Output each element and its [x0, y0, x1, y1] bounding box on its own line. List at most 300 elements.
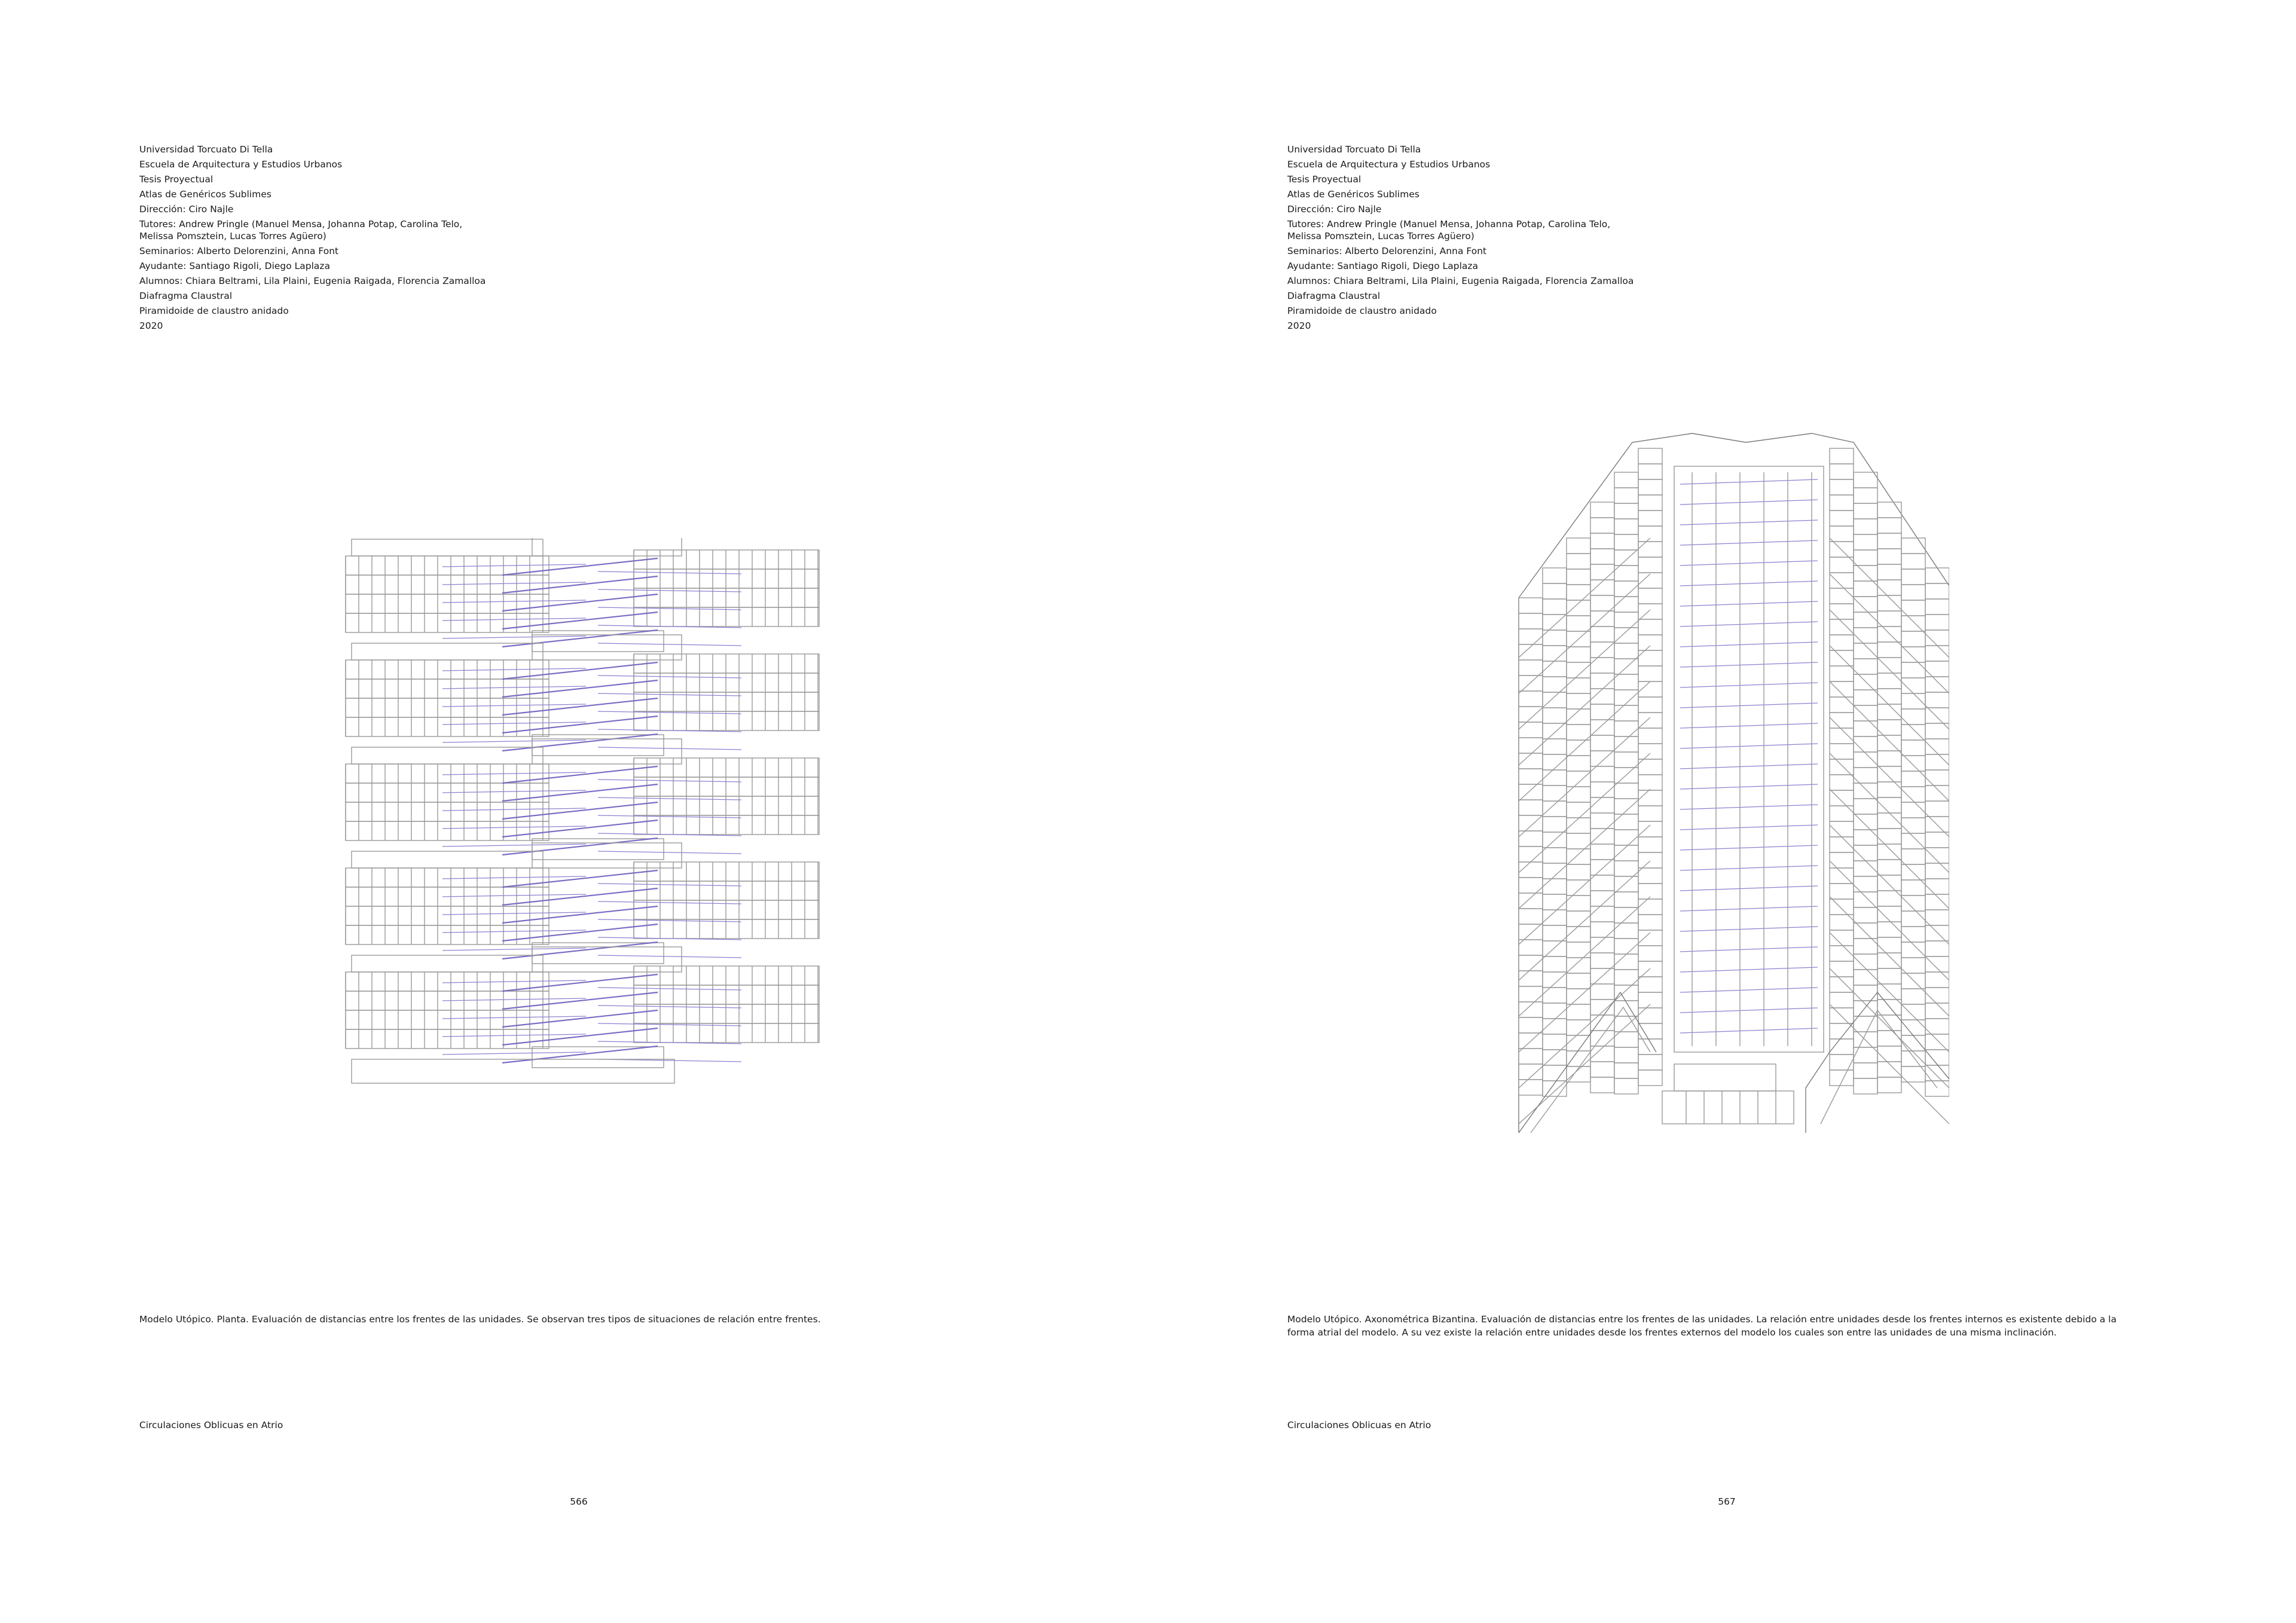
axo-unit: [1854, 659, 1877, 674]
axo-unit: [1567, 787, 1590, 802]
axo-floor-line: [1680, 1028, 1818, 1033]
axo-unit: [1830, 977, 1854, 992]
axo-unit: [1830, 728, 1854, 744]
axo-unit: [1519, 878, 1543, 893]
plan-oblique-link: [502, 974, 658, 991]
axo-unit: [1567, 585, 1590, 600]
axo-unit: [1877, 860, 1901, 875]
axo-unit: [1854, 628, 1877, 643]
axo-unit: [1854, 830, 1877, 845]
plan-row: [346, 1010, 549, 1029]
axo-unit: [1638, 557, 1662, 573]
plan-band: [346, 739, 819, 860]
axo-unit: [1638, 806, 1662, 821]
axo-unit: [1901, 554, 1925, 569]
axo-unit: [1638, 573, 1662, 588]
axo-unit: [1854, 550, 1877, 566]
credit-atlas: Atlas de Genéricos Sublimes: [1287, 189, 1419, 200]
axo-unit: [1925, 1050, 1949, 1065]
axo-unit: [1614, 659, 1638, 674]
axo-floor-line: [1680, 561, 1818, 566]
axo-unit: [1638, 930, 1662, 946]
axo-unit: [1614, 783, 1638, 799]
axo-unit: [1854, 1047, 1877, 1063]
axo-unit: [1543, 925, 1567, 941]
axo-floor-line: [1680, 906, 1818, 911]
plan-oblique-link: [598, 851, 741, 854]
axo-atrium: [1674, 466, 1824, 1052]
axo-unit: [1638, 542, 1662, 557]
plan-oblique-link: [598, 571, 741, 574]
axo-unit: [1543, 583, 1567, 599]
plan-strip: [532, 538, 682, 556]
axo-diagonal: [1830, 538, 1949, 658]
axo-unit: [1925, 1034, 1949, 1050]
axo-unit: [1877, 1031, 1901, 1046]
axo-unit: [1614, 814, 1638, 830]
axo-unit: [1543, 988, 1567, 1003]
axo-unit: [1830, 992, 1854, 1008]
plan-oblique-link: [598, 988, 741, 990]
axo-unit: [1519, 815, 1543, 831]
axo-unit: [1925, 832, 1949, 848]
axo-unit: [1519, 909, 1543, 924]
plan-oblique-link: [442, 740, 586, 742]
axo-unit: [1614, 488, 1638, 503]
axo-unit: [1519, 800, 1543, 815]
axo-unit: [1519, 955, 1543, 971]
axo-unit: [1543, 754, 1567, 770]
axo-unit: [1567, 647, 1590, 662]
axo-unit: [1925, 817, 1949, 832]
axo-unit: [1543, 770, 1567, 785]
axo-unit: [1901, 1020, 1925, 1035]
axo-unit: [1925, 646, 1949, 661]
axo-unit: [1543, 1003, 1567, 1019]
credit-school: Escuela de Arquitectura y Estudios Urbanos: [139, 159, 343, 170]
axo-unit: [1638, 619, 1662, 635]
axo-unit: [1925, 879, 1949, 894]
plan-strip: [532, 843, 682, 868]
axo-unit: [1877, 1077, 1901, 1093]
axo-unit: [1590, 829, 1614, 844]
axo-floor-line: [1680, 784, 1818, 789]
axo-unit: [1543, 941, 1567, 956]
axo-unit: [1854, 1016, 1877, 1032]
axo-unit: [1614, 799, 1638, 814]
axo-unit: [1877, 922, 1901, 937]
axo-floor-line: [1680, 967, 1818, 972]
axo-unit: [1543, 677, 1567, 692]
credit-year: 2020: [1287, 320, 1311, 331]
axo-unit: [1590, 875, 1614, 891]
axo-unit: [1830, 1008, 1854, 1023]
credit-tutors: Tutores: Andrew Pringle (Manuel Mensa, Johanna Potap, Carolina Telo, Melissa Pomsztein, Lucas Torres Agüero): [139, 219, 463, 242]
axo-floor-line: [1680, 744, 1818, 748]
axo-unit: [1638, 666, 1662, 681]
axo-unit: [1638, 790, 1662, 806]
axo-floor-line: [1680, 825, 1818, 830]
axo-unit: [1567, 740, 1590, 756]
axo-unit: [1638, 479, 1662, 495]
credit-tutors: Tutores: Andrew Pringle (Manuel Mensa, Johanna Potap, Carolina Telo, Melissa Pomsztein, Lucas Torres Agüero): [1287, 219, 1611, 242]
axo-unit: [1638, 915, 1662, 930]
credit-students: Alumnos: Chiara Beltrami, Lila Plaini, Eugenia Raigada, Florencia Zamalloa: [139, 276, 486, 286]
axo-unit: [1901, 927, 1925, 942]
axo-unit: [1854, 503, 1877, 519]
axo-unit: [1854, 721, 1877, 736]
axo-unit: [1877, 689, 1901, 704]
axo-unit: [1877, 502, 1901, 518]
axo-unit: [1638, 526, 1662, 542]
plan-bottom-strip: [352, 1059, 674, 1083]
axo-unit: [1830, 759, 1854, 775]
axo-unit: [1590, 735, 1614, 751]
axo-unit: [1901, 802, 1925, 818]
axo-unit: [1614, 581, 1638, 597]
axo-unit: [1590, 642, 1614, 658]
axo-unit: [1567, 958, 1590, 973]
axo-unit: [1901, 880, 1925, 895]
plan-row: [346, 698, 549, 717]
axo-unit: [1925, 785, 1949, 801]
plan-oblique-link: [502, 906, 658, 923]
axo-unit: [1567, 1051, 1590, 1066]
axo-unit: [1854, 674, 1877, 690]
axo-unit: [1901, 911, 1925, 927]
axo-unit: [1830, 775, 1854, 790]
axo-unit: [1590, 797, 1614, 813]
axo-unit: [1543, 723, 1567, 739]
axo-diagonal: [1519, 610, 1650, 729]
axo-floor-line: [1680, 1008, 1818, 1013]
axo-unit: [1877, 906, 1901, 922]
axo-unit: [1877, 937, 1901, 953]
credit-program: Tesis Proyectual: [1287, 174, 1361, 185]
axo-unit: [1830, 946, 1854, 961]
axo-unit: [1543, 801, 1567, 817]
plan-row: [346, 906, 549, 925]
axo-unit: [1590, 673, 1614, 689]
axo-unit: [1567, 989, 1590, 1004]
axo-unit: [1590, 502, 1614, 518]
axo-unit: [1590, 533, 1614, 549]
credit-atlas: Atlas de Genéricos Sublimes: [139, 189, 271, 200]
plan-oblique-link: [442, 1052, 586, 1055]
axo-unit: [1854, 845, 1877, 861]
credits-block: [139, 142, 558, 334]
axo-floor-line: [1680, 845, 1818, 850]
axo-unit: [1543, 1065, 1567, 1081]
axo-unit: [1567, 973, 1590, 989]
axo-unit: [1925, 583, 1949, 599]
section-title: Circulaciones Oblicuas en Atrio: [1287, 1420, 1431, 1431]
axo-unit: [1638, 775, 1662, 790]
plan-oblique-link: [598, 780, 741, 782]
axo-unit: [1638, 697, 1662, 713]
credit-university: Universidad Torcuato Di Tella: [1287, 144, 1421, 155]
axo-unit: [1638, 1008, 1662, 1023]
axo-unit: [1590, 626, 1614, 642]
axo-unit: [1901, 756, 1925, 771]
plan-oblique-link: [598, 884, 741, 886]
axo-unit: [1877, 797, 1901, 813]
axo-unit: [1519, 660, 1543, 676]
credit-project: Diafragma Claustral: [1287, 291, 1381, 301]
axo-unit: [1590, 984, 1614, 1000]
axo-unit: [1901, 585, 1925, 600]
plan-row: [346, 1029, 549, 1049]
axo-unit: [1567, 554, 1590, 569]
axo-unit: [1877, 564, 1901, 580]
credit-year: 2020: [139, 320, 163, 331]
axo-unit: [1877, 658, 1901, 673]
axo-diagonal: [1830, 825, 1949, 945]
axo-unit: [1830, 557, 1854, 573]
axo-unit: [1543, 894, 1567, 910]
axo-unit: [1614, 674, 1638, 690]
axo-unit: [1901, 678, 1925, 693]
axo-diagonal: [1830, 681, 1949, 801]
axo-unit: [1854, 799, 1877, 814]
axo-unit: [1854, 519, 1877, 534]
axo-unit: [1638, 744, 1662, 759]
axo-base-box: [1674, 1064, 1776, 1091]
axo-unit: [1830, 697, 1854, 713]
axo-unit: [1877, 953, 1901, 968]
axo-unit: [1590, 1031, 1614, 1046]
plan-strip: [532, 739, 682, 764]
axo-unit: [1567, 942, 1590, 958]
axo-unit: [1877, 549, 1901, 564]
plan-oblique-link: [502, 784, 658, 801]
axo-unit: [1590, 1062, 1614, 1077]
axo-unit: [1590, 953, 1614, 968]
axo-unit: [1543, 817, 1567, 832]
axo-unit: [1567, 756, 1590, 771]
axo-unit: [1854, 783, 1877, 799]
axo-unit: [1638, 899, 1662, 915]
axo-unit: [1519, 1049, 1543, 1064]
axo-unit: [1925, 941, 1949, 956]
axo-unit: [1854, 705, 1877, 721]
axo-unit: [1830, 852, 1854, 868]
axo-unit: [1638, 946, 1662, 961]
axo-unit: [1614, 503, 1638, 519]
axo-unit: [1519, 613, 1543, 629]
axo-unit: [1830, 448, 1854, 464]
axo-unit: [1638, 713, 1662, 728]
axo-unit: [1590, 580, 1614, 595]
axo-diagonal: [1519, 574, 1650, 693]
axo-unit: [1614, 876, 1638, 892]
axo-diagonal: [1519, 717, 1650, 837]
axo-unit: [1830, 666, 1854, 681]
plan-oblique-link: [598, 1005, 741, 1008]
caption-axonometric: Modelo Utópico. Axonométrica Bizantina. Evaluación de distancias entre los frentes de las unidades. La relación entre unidades desde los frentes internos es existente debido a la forma atrial del modelo. A su vez existe la relación entre unidades desde los frentes externos del modelo los cuales son entre las unidades de una misma inclinación.: [1287, 1314, 2117, 1338]
axo-unit: [1590, 906, 1614, 922]
axo-unit: [1830, 1039, 1854, 1055]
right-page: [1148, 0, 2296, 1623]
axo-unit: [1543, 972, 1567, 988]
axo-floor-line: [1680, 703, 1818, 708]
plan-oblique-link: [598, 901, 741, 904]
axo-unit: [1854, 581, 1877, 597]
axo-unit: [1590, 1077, 1614, 1093]
axo-unit: [1638, 961, 1662, 977]
axo-diagonal: [1519, 789, 1650, 909]
axo-floor-line: [1680, 886, 1818, 891]
axo-unit: [1519, 1017, 1543, 1033]
axo-diagonal: [1830, 610, 1949, 729]
axo-unit: [1590, 611, 1614, 626]
plan-oblique-link: [598, 747, 741, 750]
axo-unit: [1638, 448, 1662, 464]
axo-unit: [1614, 472, 1638, 488]
axo-diagonal: [1519, 897, 1650, 1016]
axo-unit: [1925, 754, 1949, 770]
plan-row: [346, 717, 549, 736]
axo-unit: [1519, 722, 1543, 738]
axo-floor-line: [1680, 947, 1818, 952]
axo-unit: [1543, 568, 1567, 583]
axo-unit: [1614, 861, 1638, 876]
plan-band: [346, 843, 819, 964]
plan-oblique-link: [502, 698, 658, 715]
axo-unit: [1543, 1019, 1567, 1034]
axo-unit: [1830, 1070, 1854, 1086]
axo-unit: [1830, 479, 1854, 495]
credit-type: Piramidoide de claustro anidado: [1287, 305, 1437, 316]
axo-unit: [1925, 925, 1949, 941]
axo-unit: [1614, 705, 1638, 721]
credit-university: Universidad Torcuato Di Tella: [139, 144, 273, 155]
axo-unit: [1543, 785, 1567, 801]
plan-oblique-link: [502, 766, 658, 783]
axo-unit: [1854, 534, 1877, 550]
axo-diagonal: [1519, 933, 1650, 1052]
axo-unit: [1877, 968, 1901, 984]
axo-arch: [1821, 1010, 1937, 1124]
axo-unit: [1519, 753, 1543, 769]
axo-unit: [1830, 930, 1854, 946]
axo-unit: [1590, 844, 1614, 860]
plan-oblique-link: [502, 558, 658, 575]
axo-unit: [1638, 588, 1662, 604]
plan-row: [346, 925, 549, 945]
axo-unit: [1638, 1055, 1662, 1070]
axo-unit: [1901, 1004, 1925, 1020]
axo-unit: [1614, 923, 1638, 939]
axo-unit: [1854, 861, 1877, 876]
credit-seminars: Seminarios: Alberto Delorenzini, Anna Font: [1287, 246, 1487, 256]
plan-oblique-link: [598, 693, 741, 696]
plan-oblique-link: [502, 662, 658, 679]
axo-unit: [1638, 852, 1662, 868]
axo-unit: [1614, 643, 1638, 659]
plan-oblique-link: [502, 576, 658, 593]
axo-unit: [1830, 635, 1854, 650]
axo-unit: [1638, 464, 1662, 479]
axo-unit: [1854, 566, 1877, 581]
axo-unit: [1614, 845, 1638, 861]
axo-unit: [1877, 782, 1901, 797]
axo-unit: [1877, 626, 1901, 642]
axo-unit: [1925, 988, 1949, 1003]
axo-floor-line: [1680, 581, 1818, 586]
axo-unit: [1830, 884, 1854, 899]
axo-unit: [1638, 868, 1662, 884]
axo-unit: [1830, 961, 1854, 977]
plan-oblique-link: [598, 643, 741, 646]
plan-strip: [532, 635, 682, 660]
axo-unit: [1614, 892, 1638, 907]
axo-unit: [1614, 985, 1638, 1001]
axo-unit: [1877, 813, 1901, 829]
axo-unit: [1590, 658, 1614, 673]
axo-unit: [1830, 713, 1854, 728]
axo-unit: [1854, 690, 1877, 705]
plan-oblique-link: [502, 802, 658, 819]
axo-unit: [1590, 1046, 1614, 1062]
axo-unit: [1830, 1055, 1854, 1070]
plan-oblique-link: [598, 589, 741, 592]
axo-unit: [1638, 635, 1662, 650]
axo-unit: [1830, 899, 1854, 915]
axo-unit: [1567, 662, 1590, 678]
axo-unit: [1590, 595, 1614, 611]
axo-unit: [1925, 599, 1949, 615]
axo-unit: [1901, 569, 1925, 585]
plan-oblique-link: [442, 844, 586, 846]
axo-floor-line: [1680, 500, 1818, 505]
axo-unit: [1519, 769, 1543, 784]
axo-unit: [1590, 549, 1614, 564]
axo-unit: [1854, 907, 1877, 923]
axo-diagonal: [1830, 574, 1949, 693]
axo-unit: [1519, 629, 1543, 644]
axo-unit: [1543, 848, 1567, 863]
axo-unit: [1854, 736, 1877, 752]
axo-unit: [1877, 735, 1901, 751]
axo-unit: [1877, 704, 1901, 720]
axo-unit: [1854, 612, 1877, 628]
axo-unit: [1901, 1051, 1925, 1066]
axo-unit: [1519, 893, 1543, 909]
axo-floor-line: [1680, 927, 1818, 931]
plan-oblique-link: [442, 948, 586, 950]
plan-strip: [352, 539, 543, 556]
axo-unit: [1877, 875, 1901, 891]
axo-unit: [1567, 802, 1590, 818]
axo-unit: [1567, 771, 1590, 787]
plan-row: [346, 594, 549, 613]
axo-unit: [1567, 616, 1590, 631]
plan-row: [346, 613, 549, 632]
plan-oblique-link: [502, 870, 658, 887]
axo-unit: [1638, 1039, 1662, 1055]
axo-unit: [1877, 611, 1901, 626]
axo-unit: [1925, 615, 1949, 630]
axo-unit: [1854, 970, 1877, 985]
credit-assistant: Ayudante: Santiago Rigoli, Diego Laplaza: [1287, 261, 1479, 271]
axo-unit: [1877, 751, 1901, 766]
axo-diagonal: [1519, 861, 1650, 980]
axo-unit: [1614, 519, 1638, 534]
axo-unit: [1925, 956, 1949, 972]
axo-unit: [1854, 1078, 1877, 1094]
axo-unit: [1830, 511, 1854, 526]
